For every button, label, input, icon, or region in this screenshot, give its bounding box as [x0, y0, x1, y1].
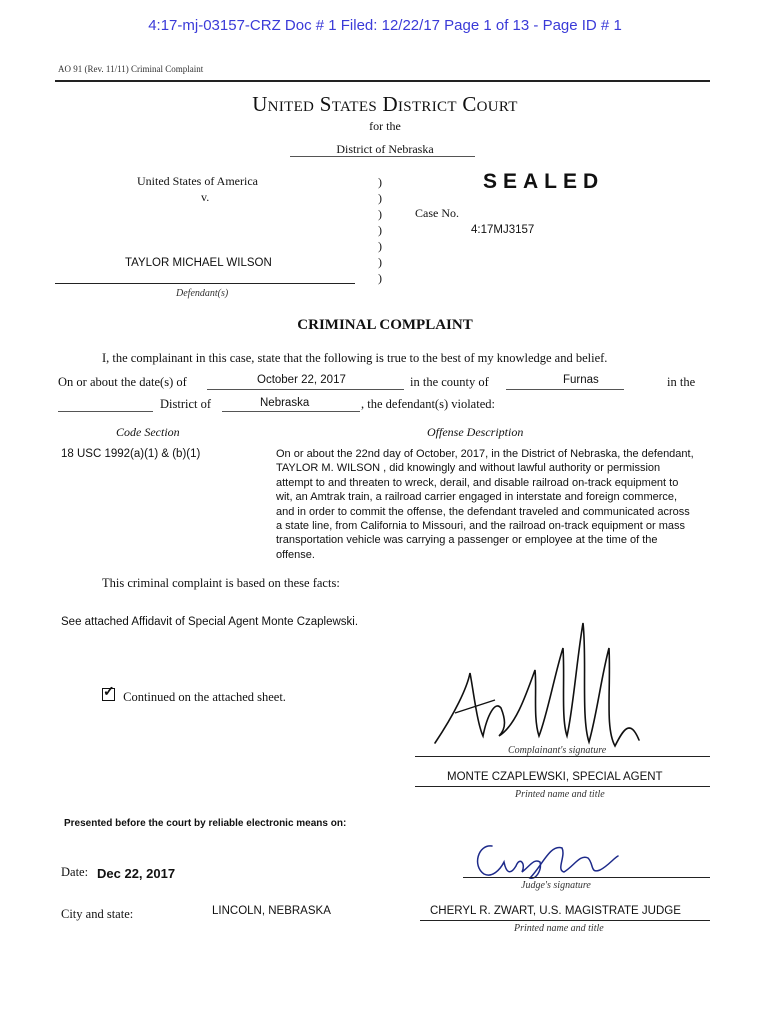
district-name: District of Nebraska [336, 142, 434, 156]
date-label: Date: [61, 865, 89, 879]
versus-label: v. [201, 190, 210, 204]
date-prefix: On or about the date(s) of [58, 375, 187, 389]
offense-description: On or about the 22nd day of October, 2017, in the District of Nebraska, the defendant, TAYLOR M. WILSON , did knowingly and without lawful authority or permission attempt to and threaten to wreck, derail, and disable railroad on-track equipment to wit, an Amtrak train, a railroad carrier engaged in interstate and foreign commerce, and in order to commit the offense, the defendant traveled and communicated across a state line, from California to Missouri, and the railroad on-track equipment or mass transportation vehicle was carrying a passenger or employee at the time of the offense. [276, 448, 694, 561]
filing-stamp: 4:17-mj-03157-CRZ Doc # 1 Filed: 12/22/17 Page 1 of 13 - Page ID # 1 [148, 17, 622, 34]
district-prefix-rule [58, 411, 153, 412]
complainant-signature [425, 618, 645, 758]
caption-paren: ) [378, 239, 382, 253]
case-number: 4:17MJ3157 [471, 224, 535, 236]
date-rule [207, 389, 404, 390]
complainant-name-rule [415, 786, 710, 787]
complaint-intro: I, the complainant in this case, state that the following is true to the best of my knowledge and belief. [102, 351, 608, 365]
complainant-signature-label: Complainant's signature [508, 745, 607, 756]
county-name: Furnas [563, 374, 599, 386]
offense-header: Offense Description [427, 425, 524, 439]
presented-line: Presented before the court by reliable electronic means on: [64, 818, 347, 829]
caption-paren: ) [378, 191, 382, 205]
judge-printed-name: CHERYL R. ZWART, U.S. MAGISTRATE JUDGE [430, 905, 681, 917]
complainant-signature-rule [415, 756, 710, 757]
sealed-stamp: SEALED [483, 170, 605, 193]
based-on-label: This criminal complaint is based on these facts: [102, 576, 340, 590]
complainant-name-label: Printed name and title [515, 789, 605, 800]
county-suffix: in the [667, 375, 696, 389]
caption-paren: ) [378, 255, 382, 269]
continued-checkbox[interactable] [102, 688, 115, 701]
caption-paren: ) [378, 175, 382, 189]
district-prefix: District of [160, 397, 212, 411]
date-value: Dec 22, 2017 [97, 866, 176, 881]
continued-line [102, 688, 286, 705]
judge-name-label: Printed name and title [514, 923, 604, 934]
defendant-name: TAYLOR MICHAEL WILSON [125, 257, 272, 269]
district-suffix: , the defendant(s) violated: [361, 397, 495, 411]
city-state-label: City and state: [61, 907, 134, 921]
judge-signature-label: Judge's signature [521, 880, 591, 891]
for-the-label: for the [369, 119, 401, 133]
district-fill-rule [222, 411, 360, 412]
case-no-label: Case No. [415, 206, 459, 220]
judge-name-rule [420, 920, 710, 921]
code-section-value: 18 USC 1992(a)(1) & (b)(1) [61, 448, 201, 460]
defendant-rule [55, 283, 355, 284]
header-rule [55, 80, 710, 82]
city-state-value: LINCOLN, NEBRASKA [212, 905, 331, 917]
caption-paren: ) [378, 271, 382, 285]
judge-signature [470, 836, 620, 886]
facts-text: See attached Affidavit of Special Agent Monte Czaplewski. [61, 616, 359, 628]
continued-label: Continued on the attached sheet. [123, 690, 286, 704]
form-id: AO 91 (Rev. 11/11) Criminal Complaint [58, 64, 204, 74]
plaintiff-name: United States of America [137, 174, 258, 188]
county-prefix: in the county of [410, 375, 489, 389]
court-name: United States District Court [252, 92, 518, 116]
complainant-printed-name: MONTE CZAPLEWSKI, SPECIAL AGENT [447, 771, 663, 783]
caption-paren: ) [378, 207, 382, 221]
offense-date: October 22, 2017 [257, 374, 346, 386]
judge-signature-rule [463, 877, 710, 878]
complaint-title: CRIMINAL COMPLAINT [297, 317, 473, 333]
caption-paren: ) [378, 223, 382, 237]
code-section-header: Code Section [116, 425, 180, 439]
district-value: Nebraska [260, 397, 310, 409]
county-rule [506, 389, 624, 390]
defendant-label: Defendant(s) [176, 288, 229, 299]
